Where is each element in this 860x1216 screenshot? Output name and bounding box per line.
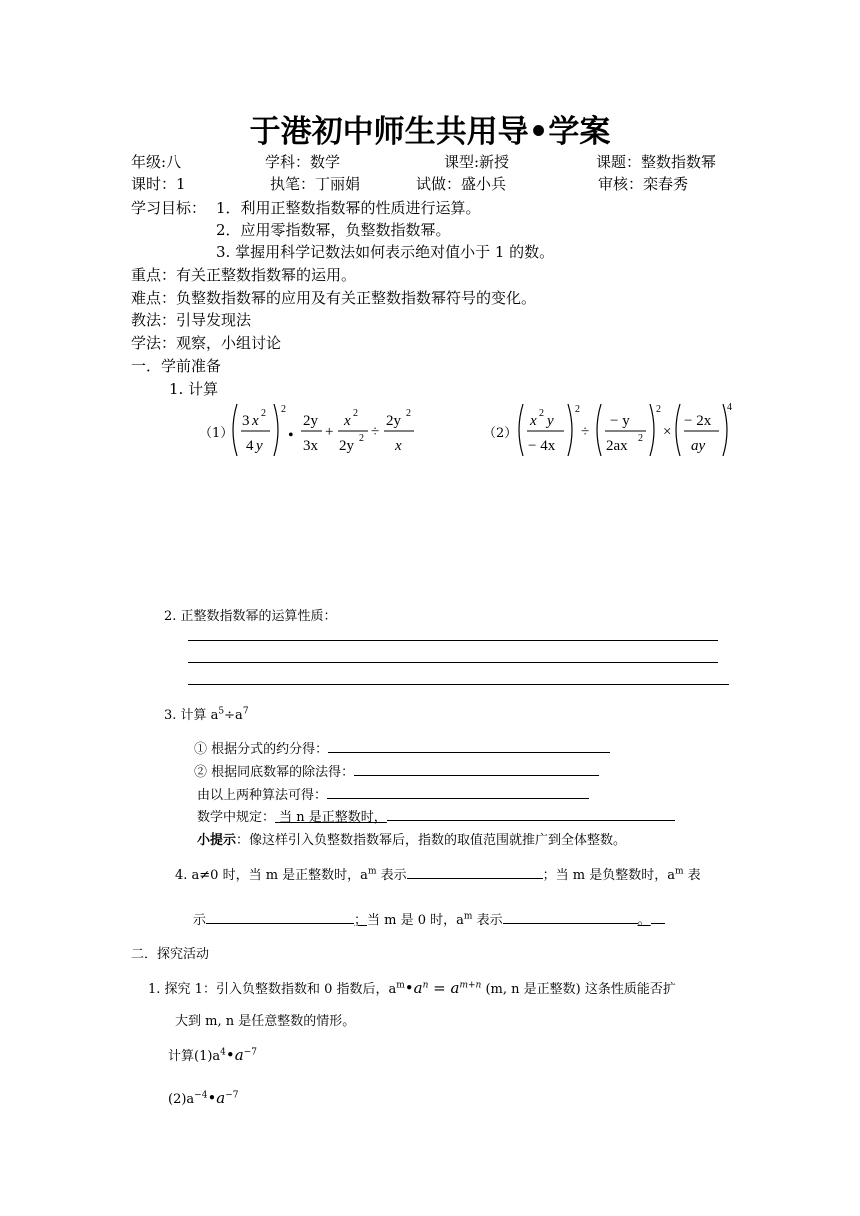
svg-text:•: • xyxy=(288,427,294,444)
answer-line[interactable] xyxy=(188,640,718,641)
svg-text:2: 2 xyxy=(406,408,411,419)
q3-item-1: ① 根据分式的约分得： xyxy=(194,738,610,757)
section-2-heading: 二．探究活动 xyxy=(131,947,210,962)
learning-method: 学法：观察，小组讨论 xyxy=(131,334,282,352)
answer-line[interactable] xyxy=(188,662,718,663)
svg-text:2: 2 xyxy=(359,433,364,444)
section-1-heading: 一．学前准备 xyxy=(131,357,222,375)
svg-text:4: 4 xyxy=(246,438,254,454)
svg-text:x: x xyxy=(252,413,259,429)
formula-2 xyxy=(514,394,734,462)
svg-text:y: y xyxy=(547,413,554,429)
answer-blank[interactable] xyxy=(327,798,589,799)
q3-rule: 数学中规定： 当 n 是正整数时， xyxy=(197,806,675,825)
svg-text:2: 2 xyxy=(656,404,661,415)
svg-text:+: + xyxy=(325,424,334,440)
formula-2-label: （2） xyxy=(483,426,518,441)
key-point: 重点：有关正整数指数幂的运用。 xyxy=(131,266,357,284)
goal-item-1: 1．利用正整数指数幂的性质进行运算。 xyxy=(216,199,481,217)
subject: 学科：数学 xyxy=(265,153,341,171)
svg-text:2: 2 xyxy=(575,404,580,415)
q2-label: 2. 正整数指数幂的运算性质： xyxy=(164,609,337,624)
reviewer: 审核：栾春秀 xyxy=(598,175,689,193)
lesson-type: 课型:新授 xyxy=(444,153,510,171)
q3-item-2: ② 根据同底数幂的除法得： xyxy=(194,761,599,780)
answer-blank[interactable] xyxy=(328,752,610,753)
svg-text:− y: − y xyxy=(610,413,630,429)
svg-text:x: x xyxy=(395,438,402,454)
formula-1-label: （1） xyxy=(199,426,234,441)
teaching-method: 教法：引导发现法 xyxy=(131,311,252,329)
explore-1-line-2: 大到 m, n 是任意整数的情形。 xyxy=(175,1014,356,1029)
svg-text:2: 2 xyxy=(353,408,358,419)
svg-text:x: x xyxy=(344,413,351,429)
svg-text:− 4x: − 4x xyxy=(528,438,556,454)
svg-text:− 2x: − 2x xyxy=(684,413,712,429)
q3-hint: 小提示：像这样引入负整数指数幂后，指数的取值范围就推广到全体整数。 xyxy=(197,833,627,848)
page-title: 于港初中师生共用导•学案 xyxy=(249,114,611,150)
goals-label: 学习目标： xyxy=(131,199,207,217)
explore-1: 1. 探究 1：引入负整数指数和 0 指数后，$a^m•a^n = a^{m+n}$ (m, n 是正整数) 这条性质能否扩 xyxy=(148,979,676,997)
trial: 试做：盛小兵 xyxy=(416,175,507,193)
svg-text:ay: ay xyxy=(691,438,706,454)
svg-text:2y: 2y xyxy=(303,413,318,429)
svg-text:y: y xyxy=(256,438,263,454)
svg-text:2ax: 2ax xyxy=(606,438,628,454)
goal-item-3: 3. 掌握用科学记数法如何表示绝对值小于 1 的数。 xyxy=(216,243,555,261)
answer-blank[interactable] xyxy=(407,878,543,879)
svg-text:x: x xyxy=(530,413,537,429)
q3-label: 3. 计算 $a^5\div a^7$ xyxy=(164,706,249,723)
goal-item-2: 2．应用零指数幂，负整数指数幂。 xyxy=(216,221,451,239)
grade: 年级:八 xyxy=(131,153,182,171)
answer-line[interactable] xyxy=(188,684,729,685)
svg-text:2: 2 xyxy=(261,408,266,419)
svg-text:2: 2 xyxy=(638,433,643,444)
q4-line-2: 示 ；当 m 是 0 时，$a^m$ 表示 。 xyxy=(193,909,665,928)
period: 课时：1 xyxy=(131,175,186,193)
calc-1: 计算$(1)a^4•a^{-7}$ xyxy=(168,1046,257,1064)
answer-blank[interactable] xyxy=(387,820,675,821)
formula-1 xyxy=(228,398,428,462)
topic: 课题：整数指数幂 xyxy=(596,153,717,171)
svg-text:÷: ÷ xyxy=(581,424,590,440)
svg-text:÷: ÷ xyxy=(371,424,380,440)
author: 执笔：丁丽娟 xyxy=(270,175,361,193)
difficulty: 难点：负整数指数幂的应用及有关正整数指数幂符号的变化。 xyxy=(131,289,537,307)
svg-text:2y: 2y xyxy=(386,413,401,429)
answer-blank[interactable] xyxy=(206,923,354,924)
q3-item-3: 由以上两种算法可得： xyxy=(197,784,589,803)
svg-text:2y: 2y xyxy=(339,438,354,454)
answer-blank[interactable] xyxy=(354,775,599,776)
q4-line-1: 4. a≠0 时，当 m 是正整数时，$a^m$ 表示 ；当 m 是负整数时，$a^m$ 表 xyxy=(175,866,701,883)
calc-2: $(2)a^{-4}•a^{-7}$ xyxy=(168,1089,239,1107)
svg-text:2: 2 xyxy=(539,408,544,419)
svg-text:2: 2 xyxy=(281,404,286,415)
answer-blank[interactable] xyxy=(503,923,638,924)
svg-text:4: 4 xyxy=(727,402,732,413)
svg-text:3x: 3x xyxy=(303,438,318,454)
q1-label: 1. 计算 xyxy=(169,380,219,398)
svg-text:3: 3 xyxy=(242,413,250,429)
svg-text:×: × xyxy=(663,424,672,440)
